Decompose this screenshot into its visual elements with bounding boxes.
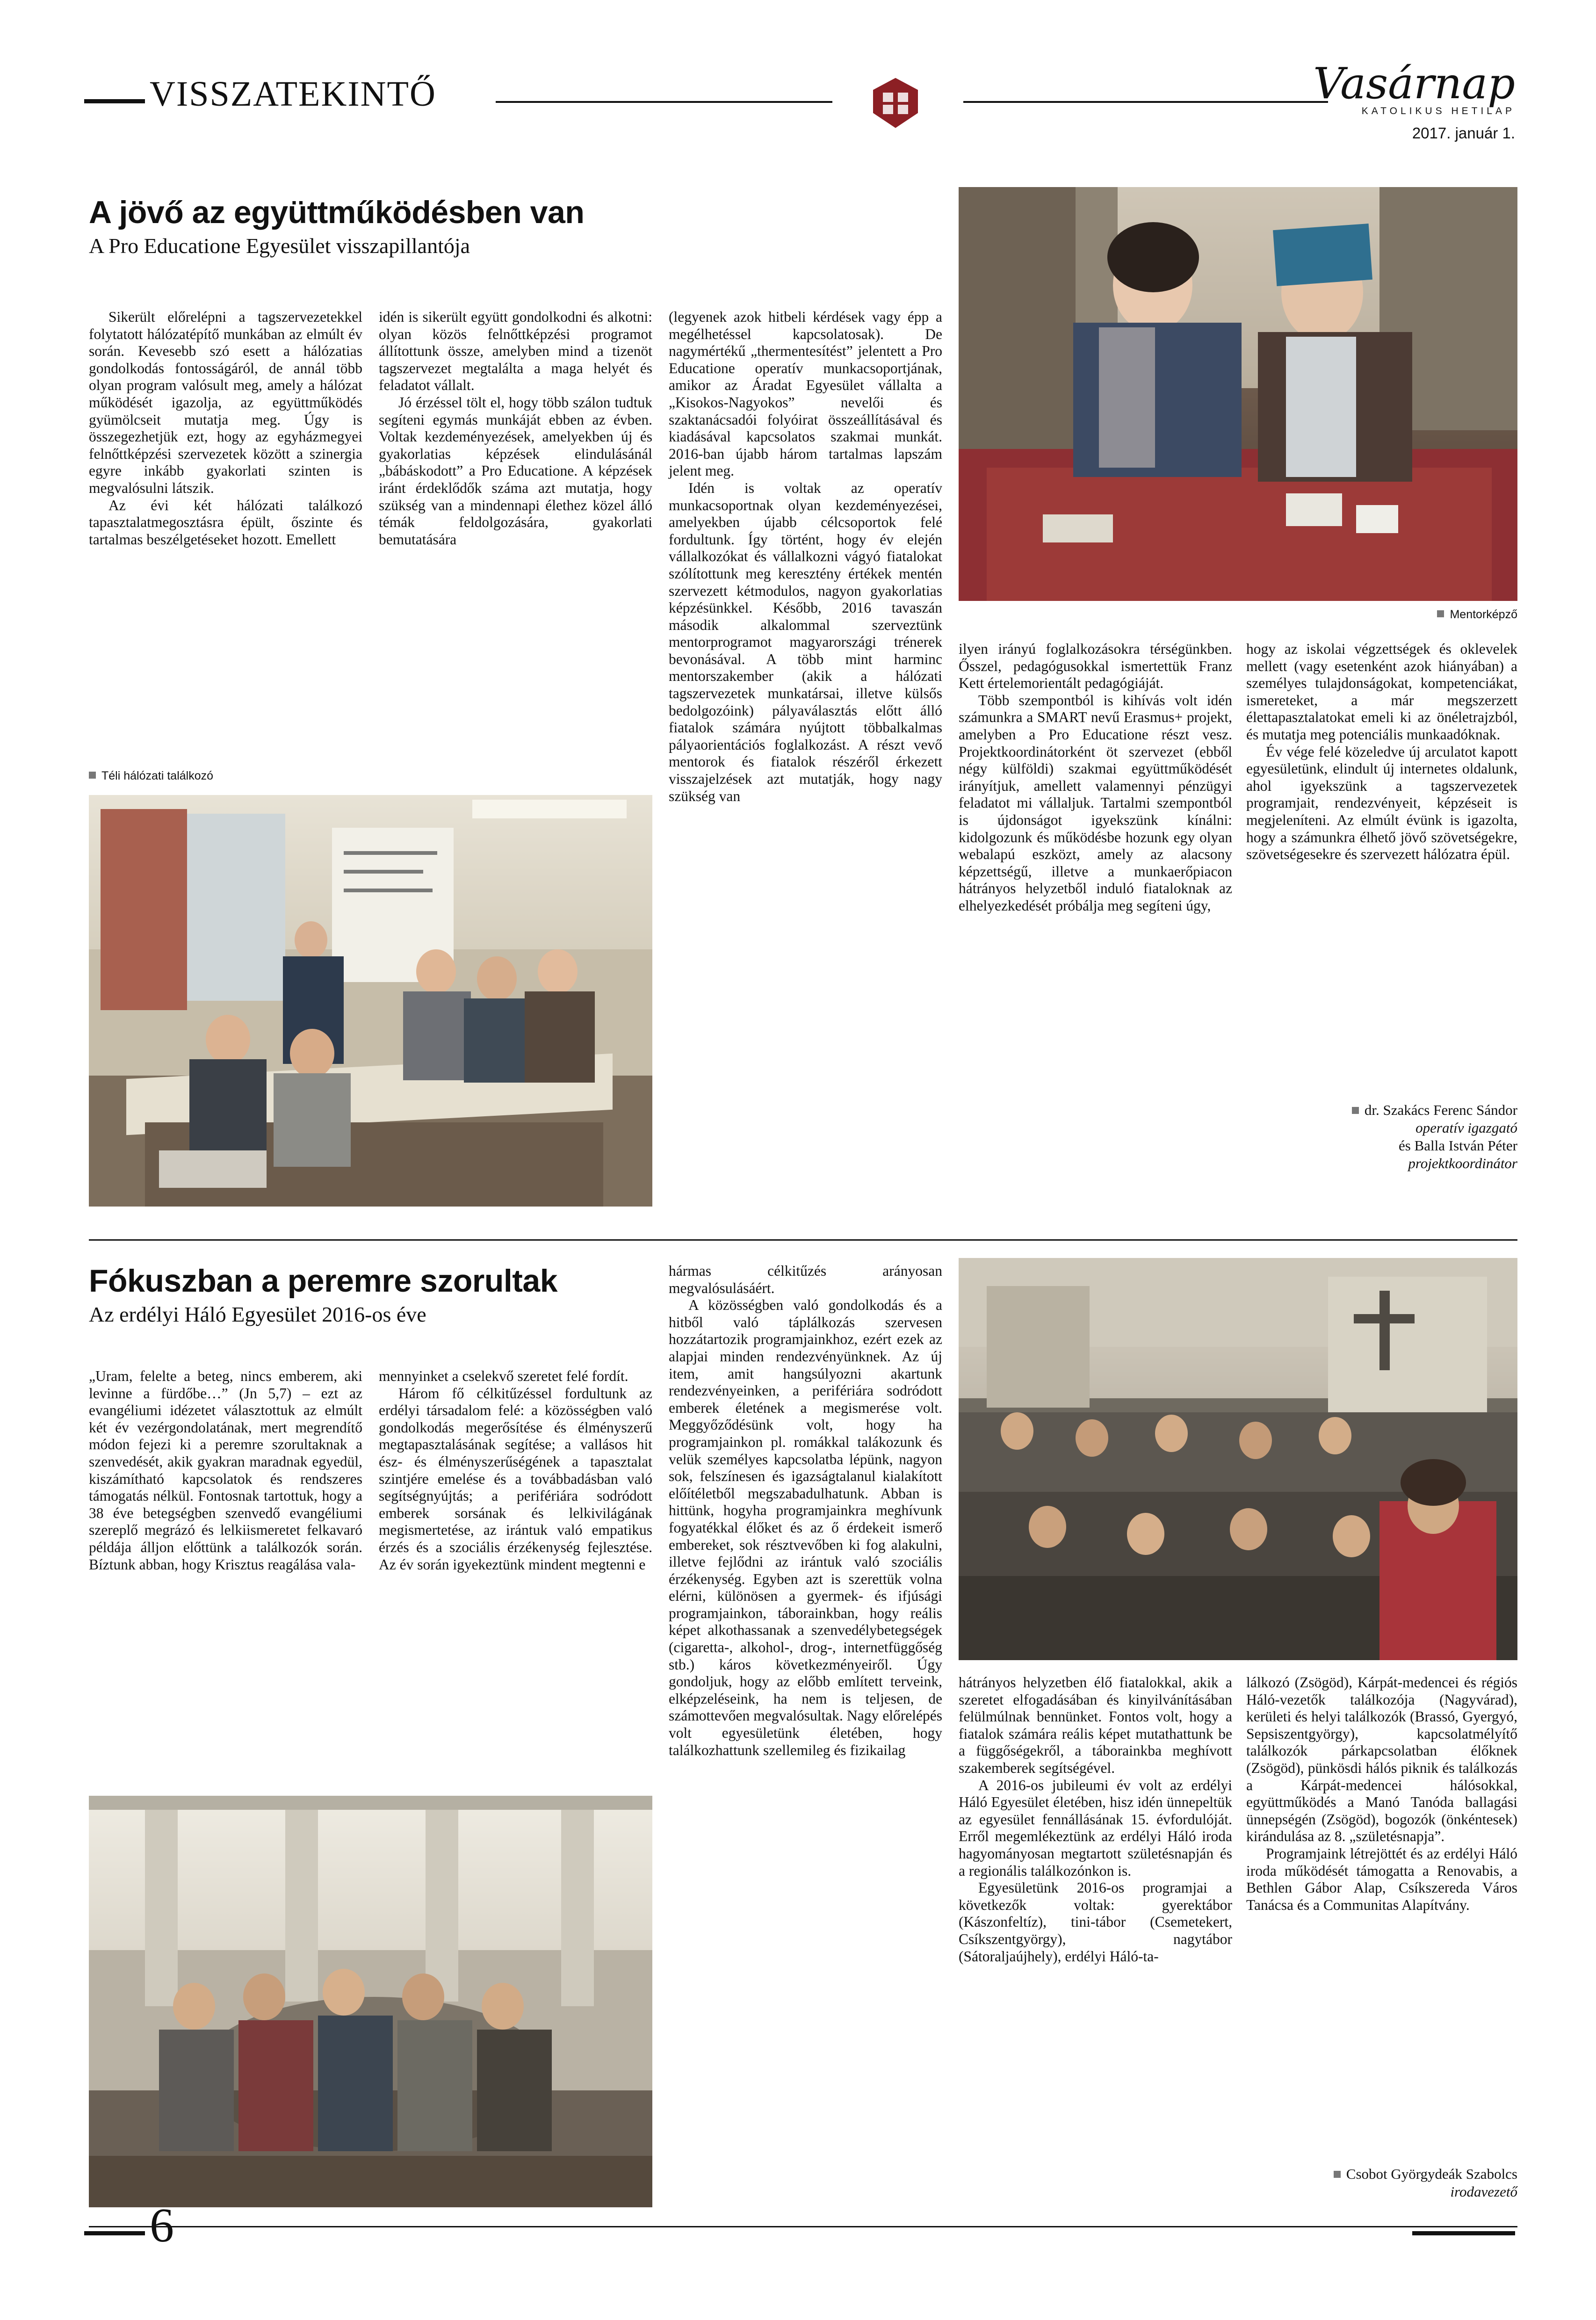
byline-role: irodavezető bbox=[1450, 2183, 1517, 2200]
article1-title-block bbox=[89, 194, 641, 258]
paragraph: Sikerült előrelépni a tagszervezetekkel folytatott hálózatépítő munkában az elmúlt év során. Kevesebb szó esett a hálózatias gondolkodás fontosságáról, de annál több olyan program valósult meg, amely a hálózat működését igazolja, az együttműködés gyümölcseit mutatja meg. Úgy is összegezhetjük ezt, hogy az egyházmegyei felnőttképzési szervezetek között a szinergia egyre inkább gyakorlati szinten is megvalósulni látszik. bbox=[89, 309, 362, 496]
article2-column-2 bbox=[379, 1368, 652, 1573]
article1-photo-teli-halozati-talalkozo bbox=[89, 795, 652, 1207]
article1-photo-caption-top: Mentorképző bbox=[959, 608, 1517, 622]
byline-line: Csobot Györgydeák Szabolcs bbox=[1169, 2165, 1517, 2183]
paragraph: hogy az iskolai végzettségek és oklevelek mellett (vagy esetenként azok hiányában) a személyes tulajdonságokat, kompetenciákat, ismereteket, a már megszerzett élettapasztalatokat emeli ki az önéletrajzból, és mutatja meg potenciális munkaadóknak. bbox=[1246, 641, 1517, 743]
paragraph: A közösségben való gondolkodás és a hitből való táplálkozás szervesen hozzátartozik programjainkhoz, ezért ezek az alapjai minden rendezvényünknek. Az új item, amit hangsúlyozni akartunk rendezvényeinken, a perifériára sodródott emberek életének a megismerése volt. Meggyőződésünk volt, hogy ha programjainkon pl. romákkal talákozunk és velük személyes kapcsolatba lépünk, nagyon sok, felszínesen és igazságtalanul kialakított előítéletből megszabadulhatunk. Abban is hittünk, hogyha programjainkra meghívunk fogyatékkal élőket és az ő érdekeit ismerő embereket, sok résztvevőben ki fog alakulni, illetve fejlődni az irántuk való szociális érzékenység. Egyben azt is szerettük volna elérni, különösen a gyermek- és ifjúsági programjainkon, táborainkban, hogy reális képet alkothassanak a szenvedélybetegségek (cigaretta-, alkohol-, drog-, internetfüggőség stb.) káros következményeiről. Úgy gondoljuk, hogy az előbb említett terveink, elképzeléseink, ha nem is teljesen, de számottevően megvalósultak. Nagy előrelépés volt egyesületünk életében, hogy találkozhattunk szellemileg és fizikailag bbox=[669, 1297, 942, 1758]
article1-byline bbox=[1169, 1101, 1517, 1172]
article1-column-5 bbox=[1246, 641, 1517, 863]
paragraph: (legyenek azok hitbeli kérdések vagy épp a megélhetéssel kapcsolatosak). De nagymértékű „thermentesítést” jelentett a Pro Educatione operatív munkacsoportjának, amikor az Áradat Egyesület vállalta a „Kisokos-Nagyokos” nevelői és szaktanácsadói folyóirat összeállításával és kiadásával kapcsolatos szakmai munkát. 2016-ban újabb három tartalmas lapszám jelent meg. bbox=[669, 309, 942, 479]
paragraph: Programjaink létrejöttét és az erdélyi Háló iroda működését támogatta a Renovabis, a Bethlen Gábor Alap, Csíkszereda Város Tanácsa és a Communitas Alapítvány. bbox=[1246, 1845, 1517, 1913]
paragraph: Jó érzéssel tölt el, hogy több szálon tudtuk segíteni egymás munkáját ebben az évben. Voltak kezdeményezések, amelyekben új és gyakorlatias képzések elindulásánál „bábáskodott” a Pro Educatione. A képzések iránt érdeklődők száma azt mutatja, hogy szükség van a mindennapi élethez közel álló témák feldolgozására, gyakorlati bemutatására bbox=[379, 394, 652, 548]
byline-role-2: projektkoordinátor bbox=[1408, 1155, 1517, 1171]
caption-bullet-icon bbox=[89, 772, 96, 779]
article2-column-1 bbox=[89, 1368, 362, 1573]
page-footer bbox=[84, 2198, 1515, 2252]
article2-column-4 bbox=[959, 1674, 1232, 1965]
paragraph: Az évi két hálózati találkozó tapasztalatmegosztásra épült, őszinte és tartalmas beszélgetéseket hozott. Emellett bbox=[89, 497, 362, 548]
byline-role: operatív igazgató bbox=[1415, 1120, 1517, 1136]
issue-date: 2017. január 1. bbox=[1412, 124, 1515, 142]
paragraph: hátrányos helyzetben élő fiatalokkal, akik a szeretet elfogadásában és kinyilvánításában felülmúlnak bennünket. Fontos volt, hogy a fiatalok számára reális képet mutathattunk be a függőségekről, a táborainkba meghívott szakemberek segítségével. bbox=[959, 1674, 1232, 1776]
footer-rule-right bbox=[1412, 2231, 1515, 2235]
article1-subhead: A Pro Educatione Egyesület visszapillantója bbox=[89, 234, 470, 258]
byline-bullet-icon bbox=[1334, 2171, 1341, 2178]
byline-name-2: és Balla István Péter bbox=[1399, 1137, 1517, 1154]
article2-headline: Fókuszban a peremre szorultak bbox=[89, 1263, 558, 1299]
section-title: VISSZATEKINTŐ bbox=[150, 74, 436, 114]
byline-bullet-icon bbox=[1352, 1107, 1359, 1114]
paragraph: lálkozó (Zsögöd), Kárpát-medencei és régiós Háló-vezetők találkozója (Nagyvárad), kerületi és helyi találkozók (Brassó, Gyergyó, Sepsiszentgyörgy), kapcsolatmélyítő találkozók párkapcsolatban élőknek (Zsögöd), pünkösdi hálós piknik és találkozás a Kárpát-medencei hálósokkal, együttműködés a Manó Tanóda ballagási ünnepségén (Zsögöd), bogozók (önkéntesek) kirándulása az 8. „születésnapja”. bbox=[1246, 1674, 1517, 1845]
article1-column-4 bbox=[959, 641, 1232, 915]
paragraph: Egyesületünk 2016-os programjai a következők voltak: gyerektábor (Kászonfeltíz), tini-tábor (Csemetekert, Csíkszentgyörgy), nagytábor (Sátoraljaújhely), erdélyi Háló-ta- bbox=[959, 1879, 1232, 1965]
article2-byline bbox=[1169, 2165, 1517, 2201]
article-divider bbox=[89, 1239, 1517, 1241]
article2-title-block bbox=[89, 1263, 673, 1327]
paragraph: idén is sikerült együtt gondolkodni és alkotni: olyan közös felnőttképzési programot állítottunk össze, amelyben mind a tizenöt tagszervezet megtalálta a maga helyét és feladatot vállalt. bbox=[379, 309, 652, 394]
article1-column-1 bbox=[89, 309, 362, 548]
publication-brand bbox=[1188, 58, 1515, 142]
masthead-rule-left bbox=[84, 99, 145, 103]
paragraph: A 2016-os jubileumi év volt az erdélyi Háló Egyesület életében, hisz idén ünnepeltük az egyesület fennállásának 15. évfordulóját. Erről megemlékeztünk az erdélyi Háló iroda hagyományosan megtartott születésnapján és a regionális találkozónkon is. bbox=[959, 1777, 1232, 1879]
paragraph: hármas célkitűzés arányosan megvalósulásáért. bbox=[669, 1263, 942, 1296]
paragraph: Idén is voltak az operatív munkacsoportnak olyan kezdeményezései, amelyekben újabb célcsoportok felé fordultunk. Így történt, hogy év elején vállalkozókat és vállalkozni vágyó fiatalokat szólítottunk meg keresztény értékek mentén szervezett kétmodulos, nagyon gyakorlatias képzésünkkel. Később, 2016 tavaszán második alkalommal szerveztünk mentorprogramot magyarországi trénerek bevonásával. A több mint harminc mentorszakember (akik a hálózati tagszervezetek munkatársai, illetve külsős bedolgozóink) pályaválasztás előtt álló fiatalok számára nyújtott többalkalmas pályaorientációs foglalkozást. A részt vevő mentorok és fiatalok részéről érkezett visszajelzések azt mutatják, hogy nagy szükség van bbox=[669, 479, 942, 804]
article2-subhead: Az erdélyi Háló Egyesület 2016-os éve bbox=[89, 1302, 426, 1326]
article1-headline: A jövő az együttműködésben van bbox=[89, 195, 585, 230]
masthead-rule-middle bbox=[496, 101, 832, 103]
publication-emblem-icon bbox=[846, 75, 945, 136]
paragraph: mennyinket a cselekvő szeretet felé fordít. bbox=[379, 1368, 628, 1384]
paragraph: „Uram, felelte a beteg, nincs emberem, aki levinne a fürdőbe…” (Jn 5,7) – ezt az evangéliumi idézetet választottuk az elmúlt két év vezérgondolatának, mert megrendítő módon fejezi ki a peremre szorultaknak a szenvedését, akik gyakran maradnak egyedül, kiszámítható kapcsolatok és rendszeres támogatás nélkül. Fontosnak tartottuk, hogy a 38 éve betegségben szenvedő evangéliumi szereplő megrázó és lelkiismeretet felkavaró példája álljon előttünk a találkozók során. Bíztunk abban, hogy Krisztus reagálása vala- bbox=[89, 1368, 362, 1573]
footer-rule-left bbox=[84, 2231, 145, 2235]
byline-line: dr. Szakács Ferenc Sándor bbox=[1169, 1101, 1517, 1119]
article1-column-2 bbox=[379, 309, 652, 548]
article1-photo-caption-bottom: Téli hálózati találkozó bbox=[89, 769, 652, 783]
paragraph: Év vége felé közeledve új arculatot kapott egyesületünk, elindult új internetes oldalunk, ahol igyekszünk a tagszervezetek programjait, rendezvényeit, képzéseit is megjeleníteni. Az elmúlt évünk is igazolta, hogy a számunkra élhető jövő szövetségekre, szövetségesekre és szervezett hálózatra épül. bbox=[1246, 743, 1517, 863]
article1-column-3 bbox=[669, 309, 942, 805]
page-masthead bbox=[84, 58, 1515, 150]
paragraph: Három fő célkitűzéssel fordultunk az erdélyi társadalom felé: a közösségben való gondolkodás megerősítése és élményszerű megtapasztalásának segítése; a vallásos hit ész- és élményszerűségének a tapasztalat szintjére emelése és a továbbadásban való segítségnyújtás; a perifériára sodródott emberek sorsának és lelkivilágának megismertetése, az irántuk való empatikus érzés és a szociális érzékenység fejlesztése. Az év során igyekeztünk mindent megtenni e bbox=[379, 1385, 652, 1573]
article2-photo-conference bbox=[959, 1258, 1517, 1660]
page-number: 6 bbox=[150, 2198, 174, 2252]
publication-name: Vasárnap bbox=[1313, 58, 1515, 108]
article1-photo-mentorkepzo bbox=[959, 187, 1517, 601]
article2-column-3 bbox=[669, 1263, 942, 1759]
paragraph: ilyen irányú foglalkozásokra térségünkben. Ősszel, pedagógusokkal ismertettük Franz Kett értelemorientált pedagógiáját. bbox=[959, 641, 1232, 692]
paragraph: Több szempontból is kihívás volt idén számunkra a SMART nevű Erasmus+ projekt, amelyben a Pro Educatione részt vesz. Projektkoordinátorként öt szervezet (ebből négy külföldi) szakmai együttműködését irányítjuk, amellett valamennyi pénzügyi feladatot mi vállaljuk. Tartalmi szempontból is újdonságot igyekszünk kínálni: kidolgozunk és működésbe hozunk egy olyan webalapú eszközt, amely az alacsony képzettségű, illetve a munkaerőpiacon hátrányos helyzetből induló fiataloknak az elhelyezkedését próbálja meg segíteni úgy, bbox=[959, 692, 1232, 914]
article2-photo-hall-gathering bbox=[89, 1796, 652, 2207]
article2-column-5 bbox=[1246, 1674, 1517, 1914]
caption-bullet-icon bbox=[1437, 610, 1444, 617]
publication-subtitle: KATOLIKUS HETILAP bbox=[1361, 106, 1515, 117]
